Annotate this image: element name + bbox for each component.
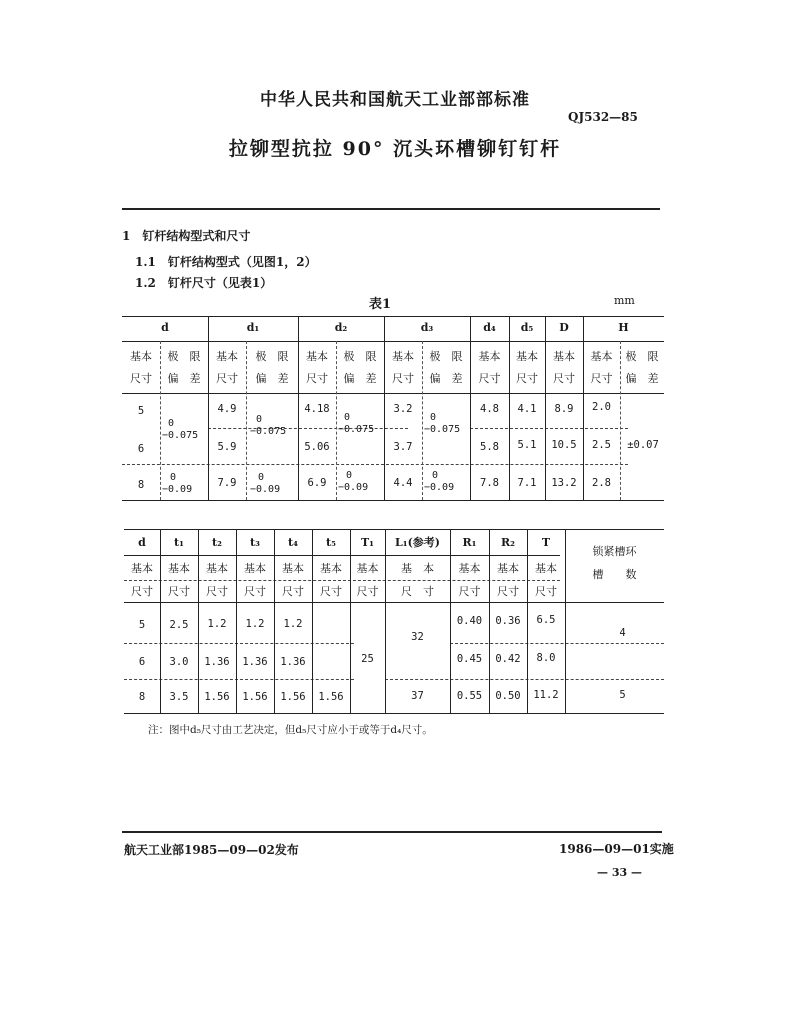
t1-head-d4: d₄: [483, 321, 496, 334]
t1-head-d3: d₃: [420, 321, 434, 334]
t1-merged-value: 25: [361, 653, 374, 665]
document-title: 拉铆型抗拉 90° 沉头环槽铆钉钉杆: [228, 138, 562, 160]
t1-sub-basic: 基本: [392, 350, 414, 363]
t1-sub-tol: 极 限: [429, 350, 463, 363]
table-cell: 5.06: [304, 441, 330, 453]
table-cell: 4.18: [304, 403, 330, 415]
table-cell: 0.55: [456, 690, 483, 702]
tolerance-upper: 0: [344, 412, 351, 423]
section-1-2: 1.2 钉杆尺寸（见表1）: [135, 276, 273, 290]
table-cell: 4.4: [393, 477, 413, 489]
t1-sub-tol: 偏 差: [343, 372, 377, 385]
t2-head-t5: t₅: [326, 536, 336, 549]
t2-head-t1: t₁: [174, 536, 184, 549]
t2-head-d: d: [138, 536, 146, 549]
t2-head-t4: t₄: [288, 536, 298, 549]
t1-sub-basic: 基本: [590, 350, 613, 363]
table-row: 5: [137, 405, 145, 417]
t2-sub-basic: 基本: [206, 562, 228, 575]
table-cell: 4.1: [517, 403, 537, 415]
table-cell: 6.5: [536, 614, 556, 626]
t2-sub-basic: 尺寸: [168, 585, 190, 598]
t2-head-t2: t₂: [212, 536, 222, 549]
t2-head-groove: 锁紧槽环: [592, 545, 637, 558]
t1-head-d: d: [161, 321, 169, 334]
t2-sub-basic: 尺寸: [497, 585, 519, 598]
t2-sub-basic: 尺寸: [320, 585, 342, 598]
t1-sub-basic: 基本: [553, 350, 575, 363]
table-cell: 4.8: [480, 403, 499, 415]
t1-sub-tol: 偏 差: [167, 372, 201, 385]
table1-caption: 表1: [369, 297, 392, 312]
table-cell: 1.36: [204, 656, 230, 668]
page-number: — 33 —: [597, 866, 642, 879]
t1-sub-basic: 尺寸: [392, 372, 414, 385]
table-cell: 8.9: [554, 403, 574, 415]
t1-sub-basic: 尺寸: [130, 372, 152, 385]
tolerance-upper: 0: [346, 470, 353, 481]
table-cell: 1.2: [207, 618, 227, 630]
t2-sub-basic: 尺寸: [535, 585, 557, 598]
table-row: 5: [138, 619, 146, 631]
t2-head-t3: t₃: [250, 536, 260, 549]
table-cell: 1.56: [280, 691, 306, 703]
groove-count-8: 5: [619, 689, 626, 701]
table-cell: 6.9: [307, 477, 327, 489]
t1-sub-tol: 偏 差: [429, 372, 463, 385]
tolerance-upper: 0: [168, 418, 175, 429]
table-cell: 4.9: [217, 403, 237, 415]
t1-sub-basic: 尺寸: [590, 372, 613, 385]
table-cell: 0.42: [495, 653, 521, 665]
t1-head-d2: d₂: [334, 321, 348, 334]
t1-sub-basic: 基本: [478, 350, 501, 363]
table-row: 8: [138, 691, 146, 703]
table-cell: 2.0: [592, 401, 611, 413]
section-1-heading: 1 钉杆结构型式和尺寸: [122, 229, 251, 243]
t1-sub-tol: 极 限: [625, 350, 659, 363]
table-cell: 1.36: [242, 656, 268, 668]
t1-sub-basic: 尺寸: [478, 372, 501, 385]
t2-sub-basic: 基 本: [401, 562, 434, 575]
tolerance-lower: −0.09: [162, 484, 193, 495]
tolerance-lower: −0.075: [424, 424, 461, 435]
tolerance-lower: −0.09: [338, 482, 369, 493]
t2-sub-basic: 尺寸: [458, 585, 481, 598]
t2-sub-basic: 基本: [356, 562, 379, 575]
table-cell: 0.36: [495, 615, 521, 627]
table-note: 注：图中d₅尺寸由工艺决定，但d₅尺寸应小于或等于d₄尺寸。: [148, 724, 433, 736]
groove-count-5-6: 4: [619, 627, 626, 639]
t2-sub-basic: 尺寸: [131, 585, 153, 598]
table-cell: 7.9: [217, 477, 237, 489]
table-cell: 8.0: [536, 652, 556, 664]
table-cell: 3.2: [393, 403, 413, 415]
tolerance-lower: −0.09: [424, 482, 455, 493]
t1-sub-basic: 基本: [216, 350, 238, 363]
title-rule: [122, 208, 660, 210]
table-cell: 2.8: [592, 477, 611, 489]
table-cell: 1.2: [283, 618, 303, 630]
t1-sub-tol: 极 限: [167, 350, 201, 363]
t1-sub-tol: 极 限: [255, 350, 289, 363]
org-line: 中华人民共和国航天工业部部标准: [260, 90, 530, 110]
t1-head-d5: d₅: [520, 321, 534, 334]
t1-head-D: D: [559, 321, 569, 334]
tolerance-upper: 0: [432, 470, 439, 481]
table-cell: 5.9: [217, 441, 237, 453]
h-tolerance: ±0.07: [627, 439, 659, 451]
table-cell: 3.7: [393, 441, 413, 453]
t2-sub-basic: 尺寸: [356, 585, 379, 598]
tolerance-lower: −0.075: [162, 430, 199, 441]
t1-sub-basic: 尺寸: [306, 372, 328, 385]
t2-sub-basic: 基本: [535, 562, 557, 575]
tolerance-lower: −0.075: [338, 424, 375, 435]
table-cell: 2.5: [169, 619, 189, 631]
t2-head-groove: 槽 数: [592, 568, 637, 581]
table-cell: 3.0: [169, 656, 189, 668]
table-cell: 0.45: [456, 653, 483, 665]
table-cell: 0.40: [456, 615, 483, 627]
table-cell: 7.8: [480, 477, 499, 489]
table-cell: 10.5: [551, 439, 577, 451]
l1-value-8: 37: [411, 690, 424, 702]
t1-head-d1: d₁: [246, 321, 260, 334]
table-cell: 1.56: [204, 691, 230, 703]
t1-head-H: H: [618, 321, 629, 334]
tolerance-lower: −0.09: [250, 484, 281, 495]
t1-sub-basic: 基本: [130, 350, 152, 363]
tolerance-upper: 0: [258, 472, 265, 483]
standard-number: QJ532—85: [568, 110, 638, 124]
t2-sub-basic: 基本: [320, 562, 342, 575]
table-row: 6: [138, 656, 146, 668]
table-row: 8: [137, 479, 145, 491]
table-cell: 11.2: [533, 689, 559, 701]
t1-sub-tol: 偏 差: [625, 372, 659, 385]
t2-sub-basic: 尺寸: [282, 585, 304, 598]
tolerance-upper: 0: [430, 412, 437, 423]
table1-unit: mm: [614, 294, 635, 307]
t2-sub-size: 尺 寸: [401, 585, 434, 598]
t2-sub-basic: 基本: [458, 562, 481, 575]
tolerance-upper: 0: [170, 472, 177, 483]
t1-sub-basic: 基本: [306, 350, 328, 363]
t2-head-R1: R₁: [462, 536, 477, 549]
l1-value-5-6: 32: [411, 631, 424, 643]
t2-head-T1: T₁: [360, 536, 374, 549]
t1-sub-tol: 偏 差: [255, 372, 289, 385]
table-cell: 0.50: [495, 690, 521, 702]
t1-sub-tol: 极 限: [343, 350, 377, 363]
table-row: 6: [137, 443, 145, 455]
t2-sub-basic: 尺寸: [206, 585, 228, 598]
table-cell: 13.2: [551, 477, 577, 489]
t2-head-R2: R₂: [501, 536, 515, 549]
table-cell: 5.1: [517, 439, 537, 451]
table-cell: 3.5: [169, 691, 189, 703]
effective-date: 1986—09—01实施: [559, 842, 674, 856]
t2-sub-basic: 基本: [168, 562, 190, 575]
table-cell: 1.36: [280, 656, 306, 668]
t2-head-L1: L₁(参考): [395, 536, 440, 549]
t1-sub-basic: 尺寸: [516, 372, 538, 385]
section-1-1: 1.1 钉杆结构型式（见图1，2）: [135, 255, 317, 269]
tolerance-lower: −0.075: [250, 426, 287, 437]
table-cell: 7.1: [517, 477, 537, 489]
t2-sub-basic: 基本: [131, 562, 153, 575]
t2-sub-basic: 基本: [497, 562, 519, 575]
table-cell: 5.8: [480, 441, 499, 453]
table-cell: 1.56: [242, 691, 268, 703]
t1-sub-basic: 尺寸: [216, 372, 238, 385]
t2-head-T: T: [541, 536, 551, 549]
t1-sub-basic: 尺寸: [553, 372, 575, 385]
t2-sub-basic: 基本: [244, 562, 266, 575]
table-cell: 1.56: [318, 691, 344, 703]
footer-rule: [122, 831, 662, 833]
table-cell: 2.5: [592, 439, 611, 451]
t2-sub-basic: 尺寸: [244, 585, 266, 598]
table-cell: 1.2: [245, 618, 265, 630]
t1-sub-basic: 基本: [516, 350, 538, 363]
issued-date: 航天工业部1985—09—02发布: [124, 843, 299, 857]
tolerance-upper: 0: [256, 414, 263, 425]
t2-sub-basic: 基本: [282, 562, 304, 575]
